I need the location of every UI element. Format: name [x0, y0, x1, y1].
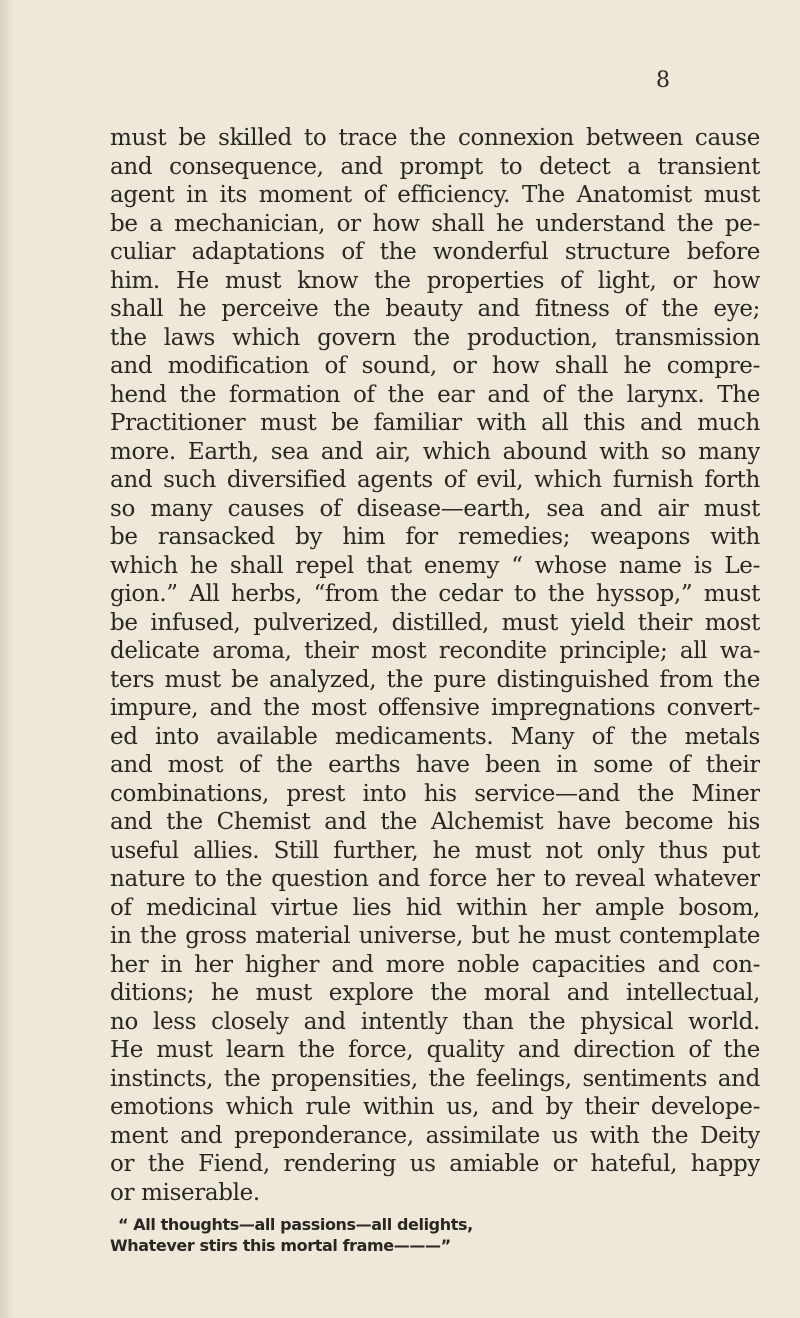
text-line: instincts, the propensities, the feelings, sentiments and [110, 1065, 760, 1092]
text-line: and such diversified agents of evil, which furnish forth [110, 467, 760, 493]
page-edge-shadow [0, 0, 14, 1318]
text-line: which he shall repel that enemy “ whose name is Le- [110, 552, 760, 579]
text-line: emotions which rule within us, and by their develope- [110, 1094, 760, 1120]
text-line: agent in its moment of efficiency. The Anatomist must [110, 182, 760, 208]
text-line: and the Chemist and the Alchemist have become his [110, 809, 760, 835]
text-line: of medicinal virtue lies hid within her ample bosom, [110, 894, 760, 921]
text-line: be ransacked by him for remedies; weapons with [110, 524, 760, 550]
text-line: impure, and the most offensive impregnations convert- [110, 695, 760, 721]
text-line: Practitioner must be familiar with all this and much [110, 410, 760, 436]
text-line: and modification of sound, or how shall he compre- [110, 353, 760, 379]
quote-line: Whatever stirs this mortal frame———” [110, 1236, 451, 1255]
text-line: or the Fiend, rendering us amiable or hateful, happy [110, 1151, 760, 1177]
text-line: ditions; he must explore the moral and intellectual, [110, 980, 760, 1006]
text-line: useful allies. Still further, he must not only thus put [110, 837, 760, 864]
text-line: ed into available medicaments. Many of the metals [110, 723, 760, 750]
text-line: the laws which govern the production, transmission [110, 324, 760, 351]
text-line: ters must be analyzed, the pure distinguished from the [110, 666, 760, 693]
text-line: in the gross material universe, but he must contemplate [110, 923, 760, 949]
text-line: shall he perceive the beauty and fitness of the eye; [110, 296, 760, 322]
text-line: He must learn the force, quality and direction of the [110, 1037, 760, 1063]
text-line: combinations, prest into his service—and the Miner [110, 780, 760, 807]
text-line: more. Earth, sea and air, which abound with so many [110, 438, 760, 465]
text-line: must be skilled to trace the connexion between cause [110, 125, 760, 151]
text-line: nature to the question and force her to reveal whatever [110, 866, 760, 892]
text-line: and consequence, and prompt to detect a transient [110, 153, 760, 180]
poetry-quote [110, 1214, 710, 1256]
text-line: her in her higher and more noble capacities and con- [110, 951, 760, 978]
text-line: delicate aroma, their most recondite principle; all wa- [110, 638, 760, 664]
quote-line: “ All thoughts—all passions—all delights, [118, 1215, 473, 1234]
body-paragraph [110, 124, 760, 1207]
text-line: or miserable. [110, 1179, 260, 1206]
text-line: no less closely and intently than the physical world. [110, 1008, 760, 1035]
text-line: be a mechanician, or how shall he understand the pe- [110, 210, 760, 237]
text-line: him. He must know the properties of light, or how [110, 267, 760, 294]
text-line: be infused, pulverized, distilled, must yield their most [110, 609, 760, 636]
text-line: hend the formation of the ear and of the larynx. The [110, 381, 760, 408]
text-line: and most of the earths have been in some of their [110, 752, 760, 778]
text-line: culiar adaptations of the wonderful structure before [110, 239, 760, 265]
text-line: gion.” All herbs, “from the cedar to the hyssop,” must [110, 581, 760, 607]
text-line: so many causes of disease—earth, sea and air must [110, 495, 760, 522]
page-number: 8 [656, 68, 670, 93]
text-line: ment and preponderance, assimilate us with the Deity [110, 1122, 760, 1149]
